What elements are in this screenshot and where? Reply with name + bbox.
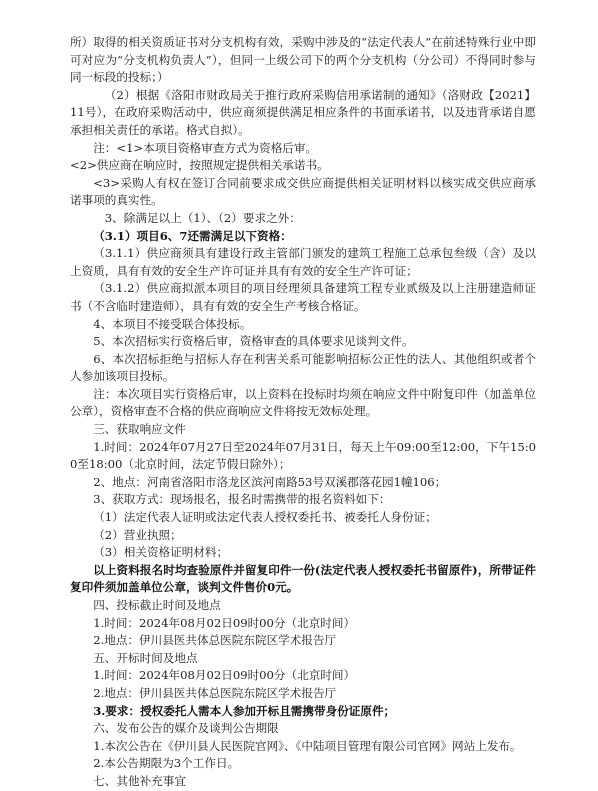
note-3: <3>采购人有权在签订合同前要求成交供应商提供相关证明材料以核实成交供应商承诺事项的真实性。 [70, 175, 536, 208]
material-2: （2）营业执照； [93, 527, 182, 542]
material-note: 以上资料报名时均查验原件并留复印件一份(法定代表人授权委托书留原件)，所带证件复印件须加盖单位公章，谈判文件售价0元。 [70, 562, 536, 595]
publication-period: 2.本公告期限为3个工作日。 [93, 756, 240, 771]
material-1: （1）法定代表人证明或法定代表人授权委托书、被委托人身份证； [93, 510, 437, 525]
note-2: <2>供应商在响应时，按照规定提供相关承诺书。 [70, 158, 329, 173]
deadline-location: 2.地点：伊川县医共体总医院东院区学术报告厅 [93, 633, 337, 648]
section-7-heading: 七、其他补充事宜 [93, 773, 186, 788]
requirement-5: 5、本次招标实行资格后审，资格审查的具体要求见谈判文件。 [93, 334, 414, 349]
paragraph-1: 所）取得的相关资质证书对分支机构有效，采购中涉及的“法定代表人”在前述特殊行业中即可对应为“分支机构负责人”），但同一上级公司下的两个分支机构（分公司）不得同时参与同一标段的投标；） [70, 35, 536, 85]
qualification-note: 注：本次项目实行资格后审，以上资料在投标时均须在响应文件中附复印件（加盖单位公章），资格审查不合格的供应商响应文件将按无效标处理。 [70, 386, 536, 419]
requirement-4: 4、本项目不接受联合体投标。 [93, 316, 252, 331]
publication-media: 1.本次公告在《伊川县人民医院官网》、《中陆项目管理有限公司官网》网站上发布。 [93, 738, 522, 753]
acquire-time: 1.时间：2024年07月27日至2024年07月31日，每天上午09:00至12:00，下午15:00至18:00（北京时间，法定节假日除外）； [70, 439, 536, 472]
section-5-heading: 五、开标时间及地点 [93, 650, 198, 665]
acquire-method: 3、获取方式：现场报名，报名时需携带的报名资料如下： [93, 492, 391, 507]
opening-time: 1.时间：2024年08月02日09时00分（北京时间） [93, 668, 356, 683]
requirement-3-1-2: （3.1.2）供应商拟派本项目的项目经理须具备建筑工程专业贰级及以上注册建造师证书（不含临时建造师），具有有效的安全生产考核合格证。 [70, 281, 536, 313]
section-4-heading: 四、投标截止时间及地点 [93, 598, 221, 612]
material-3: （3）相关资格证明材料； [93, 545, 229, 560]
acquire-location: 2、地点：河南省洛阳市洛龙区滨河南路53号双溪郡落花园1幢106； [93, 474, 447, 489]
opening-requirement: 3.要求：授权委托人需本人参加开标且需携带身份证原件； [93, 703, 396, 718]
opening-location: 2.地点：伊川县医共体总医院东院区学术报告厅 [93, 685, 337, 700]
note-1: 注：<1>本项目资格审查方式为资格后审。 [93, 140, 318, 155]
requirement-3: 3、除满足以上（1）、（2）要求之外： [104, 210, 301, 225]
paragraph-credit-commitment: （2）根据《洛阳市财政局关于推行政府采购信用承诺制的通知》（洛财政【2021】11号），在政府采购活动中，供应商须提供满足相应条件的书面承诺书，以及违背承诺自愿承担相关责任的承诺。格式自拟）。 [70, 87, 536, 137]
section-6-heading: 六、发布公告的媒介及谈判公告期限 [93, 721, 279, 736]
deadline-time: 1.时间：2024年08月02日09时00分（北京时间） [93, 615, 356, 630]
requirement-3-1-1: （3.1.1）供应商须具有建设行政主管部门颁发的建筑工程施工总承包叁级（含）及以上资质，具有有效的安全生产许可证并具有有效的安全生产许可证； [70, 246, 536, 278]
requirement-3-1-heading: （3.1）项目6、7还需满足以下资格： [93, 228, 292, 243]
requirement-6: 6、本次招标拒绝与招标人存在利害关系可能影响招标公正性的法人、其他组织或者个人参加该项目投标。 [70, 351, 536, 384]
section-3-heading: 三、获取响应文件 [93, 422, 186, 437]
